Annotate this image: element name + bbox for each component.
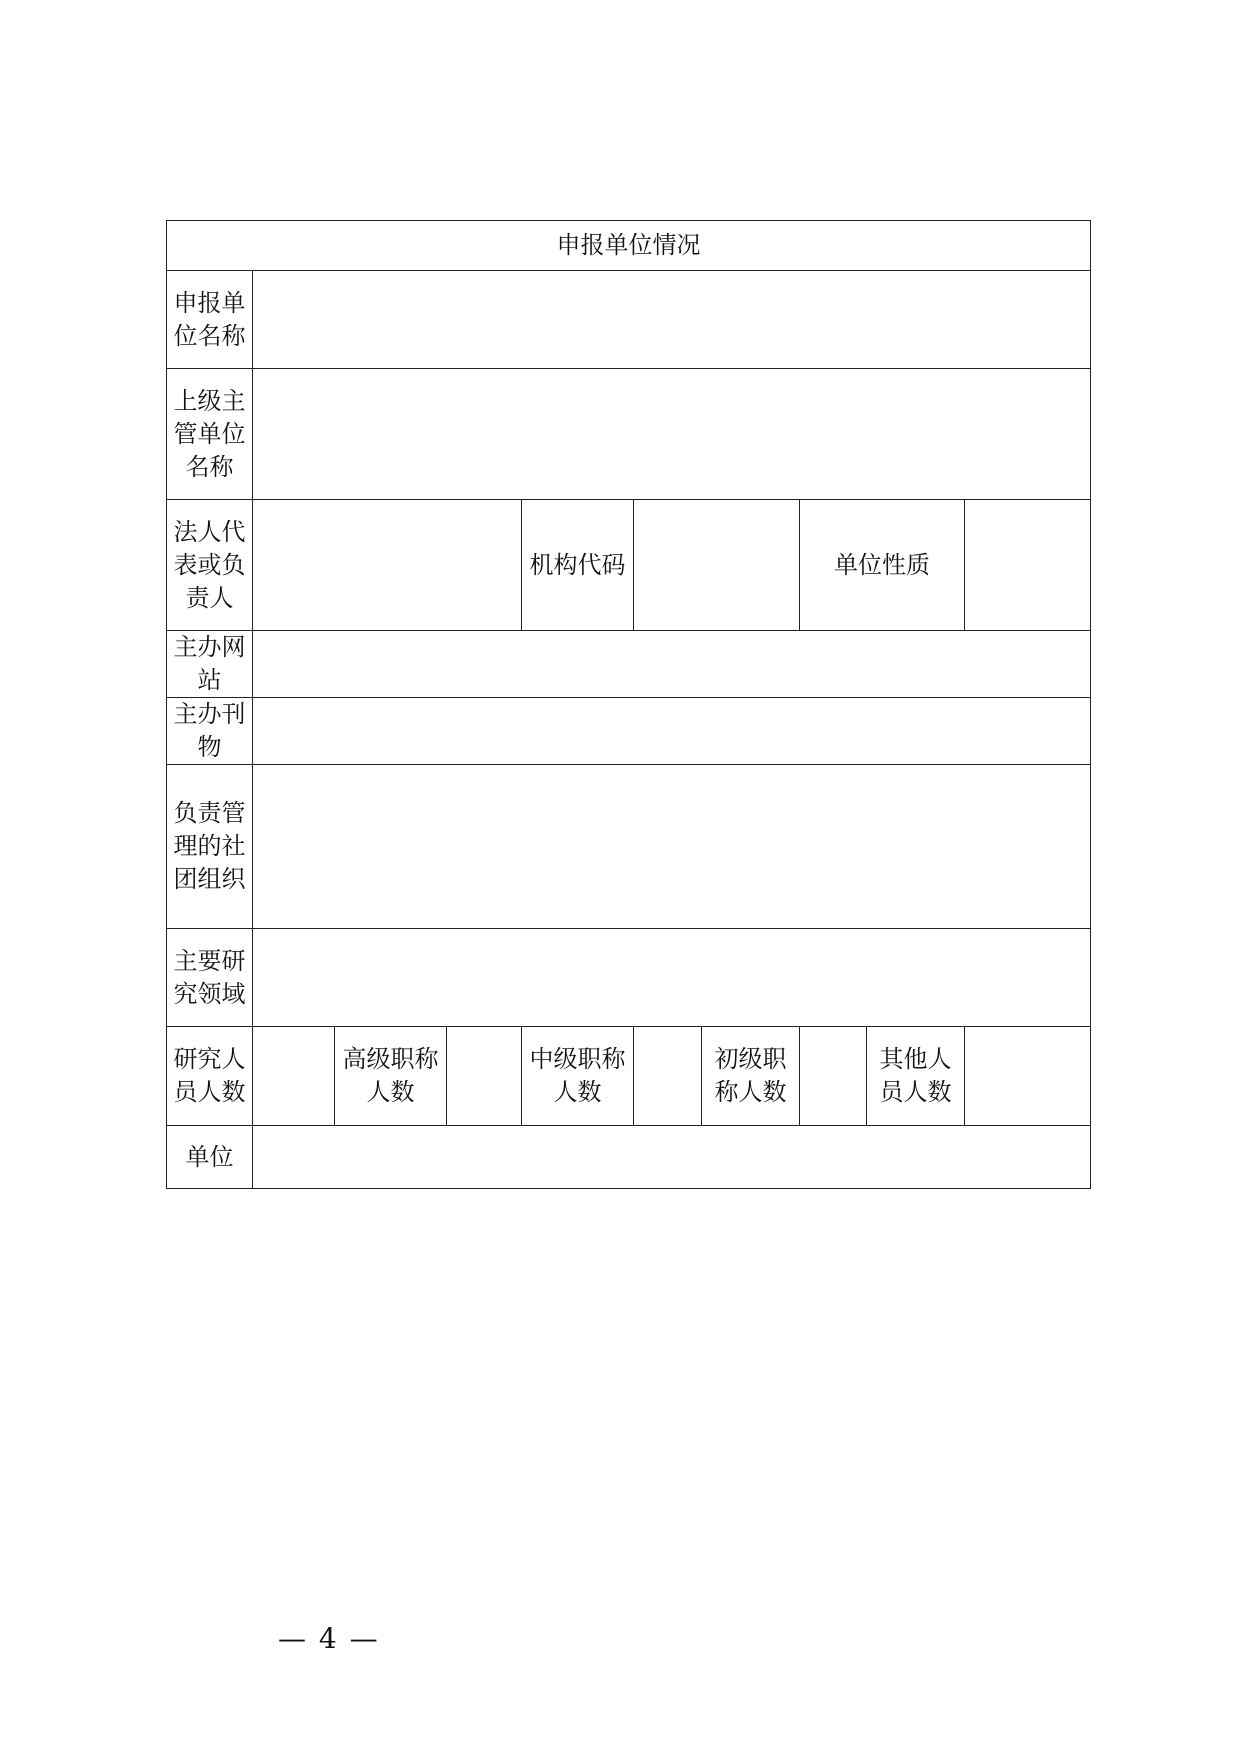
label-other-staff: 其他人员人数 <box>867 1027 965 1126</box>
label-unit-nature: 单位性质 <box>800 500 965 631</box>
label-publication: 主办刊物 <box>167 698 253 765</box>
label-unit: 单位 <box>167 1126 253 1189</box>
label-middle-title: 中级职称人数 <box>522 1027 634 1126</box>
label-supervisor-name: 上级主管单位名称 <box>167 369 253 500</box>
label-research-fields: 主要研究领域 <box>167 929 253 1027</box>
unit-info-form <box>166 220 1091 1189</box>
field-org-code[interactable] <box>634 500 800 631</box>
field-managed-orgs[interactable] <box>253 765 1091 929</box>
field-supervisor-name[interactable] <box>253 369 1091 500</box>
label-legal-rep: 法人代表或负责人 <box>167 500 253 631</box>
label-researchers: 研究人员人数 <box>167 1027 253 1126</box>
label-website: 主办网站 <box>167 631 253 698</box>
label-managed-orgs: 负责管理的社团组织 <box>167 765 253 929</box>
field-publication[interactable] <box>253 698 1091 765</box>
field-middle-title[interactable] <box>634 1027 702 1126</box>
field-research-fields[interactable] <box>253 929 1091 1027</box>
field-legal-rep[interactable] <box>253 500 522 631</box>
field-researchers[interactable] <box>253 1027 335 1126</box>
field-other-staff[interactable] <box>965 1027 1091 1126</box>
page-number: — 4 — <box>278 1622 380 1655</box>
field-unit-name[interactable] <box>253 271 1091 369</box>
label-org-code: 机构代码 <box>522 500 634 631</box>
label-unit-name: 申报单位名称 <box>167 271 253 369</box>
form-title: 申报单位情况 <box>167 221 1091 271</box>
field-unit-nature[interactable] <box>965 500 1091 631</box>
field-senior-title[interactable] <box>447 1027 522 1126</box>
field-unit[interactable] <box>253 1126 1091 1189</box>
label-senior-title: 高级职称人数 <box>335 1027 447 1126</box>
field-junior-title[interactable] <box>800 1027 867 1126</box>
field-website[interactable] <box>253 631 1091 698</box>
label-junior-title: 初级职称人数 <box>702 1027 800 1126</box>
